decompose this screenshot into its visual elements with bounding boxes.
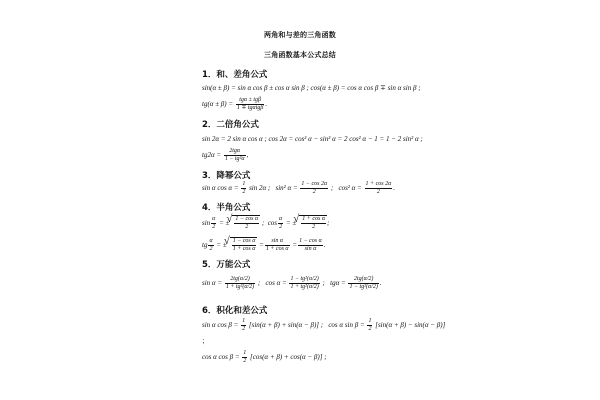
formula-universal: sin α = $\frac{2tg(\alpha/2)}{\text{1 + tg²(α/2)}}$ ; cos α = $\frac{\text{1 − tg²(α/2)}}{\text{1 + tg²(α/2)}}$ ; tgα = $\frac{2tg(\alpha/2)}{\text{1 − tg²(α/2)}}$ . xyxy=(202,276,382,290)
formula-product-cos-cos: cos α cos β = $\frac{1}{2}$ [cos(α + β) + cos(α − β)] ; xyxy=(202,350,327,364)
document-subtitle: 三角函数基本公式总结 xyxy=(264,51,336,59)
formula-sin-cos-sum xyxy=(202,85,421,92)
formula-power-reduction: sin α cos α = $\frac{1}{2}$ sin 2α ; sin² α = $\frac{1 - \cos 2\alpha}{2}$ ; cos² α = $\frac{1 + \cos 2\alpha}{2}$ . xyxy=(202,181,395,195)
formula-tg-double: tg2α = $\frac{\text{2tgα}}{\text{1 − tg²α}}$ , xyxy=(202,148,249,162)
section-heading-double-angle: 2．二倍角公式 xyxy=(202,120,259,130)
formula-separator: ； xyxy=(202,337,209,345)
formula-line: sin(α ± β) = sin α cos β ± cos α sin β ; cos(α ± β) = cos α cos β ∓ sin α sin β ; xyxy=(202,84,421,92)
formula-half-angle-tg: tg $\frac{\alpha}{2}$ = ± √ $\frac{\text{1 − cos α}}{\text{1 + cos α}}$ = $\frac{\text{sin α}}{\text{1 + cos α}}$ = $\frac{\text{1 − cos α}}{\text{sin α}}$ . xyxy=(202,237,326,253)
formula-tg-sum: tg(α ± β) = $\frac{\text{tgα ± tgβ}}{\text{1 ∓ tgαtgβ}}$ . xyxy=(202,97,268,111)
section-heading-half-angle: 4．半角公式 xyxy=(202,203,251,213)
section-heading-universal: 5．万能公式 xyxy=(202,260,251,270)
document-title: 两角和与差的三角函数 xyxy=(264,31,336,39)
formula-half-angle-sin-cos: sin $\frac{\alpha}{2}$ = ± √ $\frac{\text{1 − cos α}}{2}$ ; cos $\frac{\alpha}{2}$ = ± √ $\frac{\text{1 + cos α}}{2}$ ; xyxy=(202,215,329,231)
section-heading-product-to-sum: 6．积化和差公式 xyxy=(202,306,268,316)
formula-product-sin-cos: sin α cos β = $\frac{1}{2}$ [sin(α + β) + sin(α − β)] ; cos α sin β = $\frac{1}{2}$ [sin(α + β) − sin(α − β)] xyxy=(202,318,446,332)
section-heading-power-reduction: 3．降幂公式 xyxy=(202,171,251,181)
formula-line: sin 2α = 2 sin α cos α ; cos 2α = cos² α − sin² α = 2 cos² α − 1 = 1 − 2 sin² α ; xyxy=(202,135,423,143)
section-heading-sum-difference: 1．和、差角公式 xyxy=(202,70,268,80)
formula-double-angle xyxy=(202,136,423,143)
